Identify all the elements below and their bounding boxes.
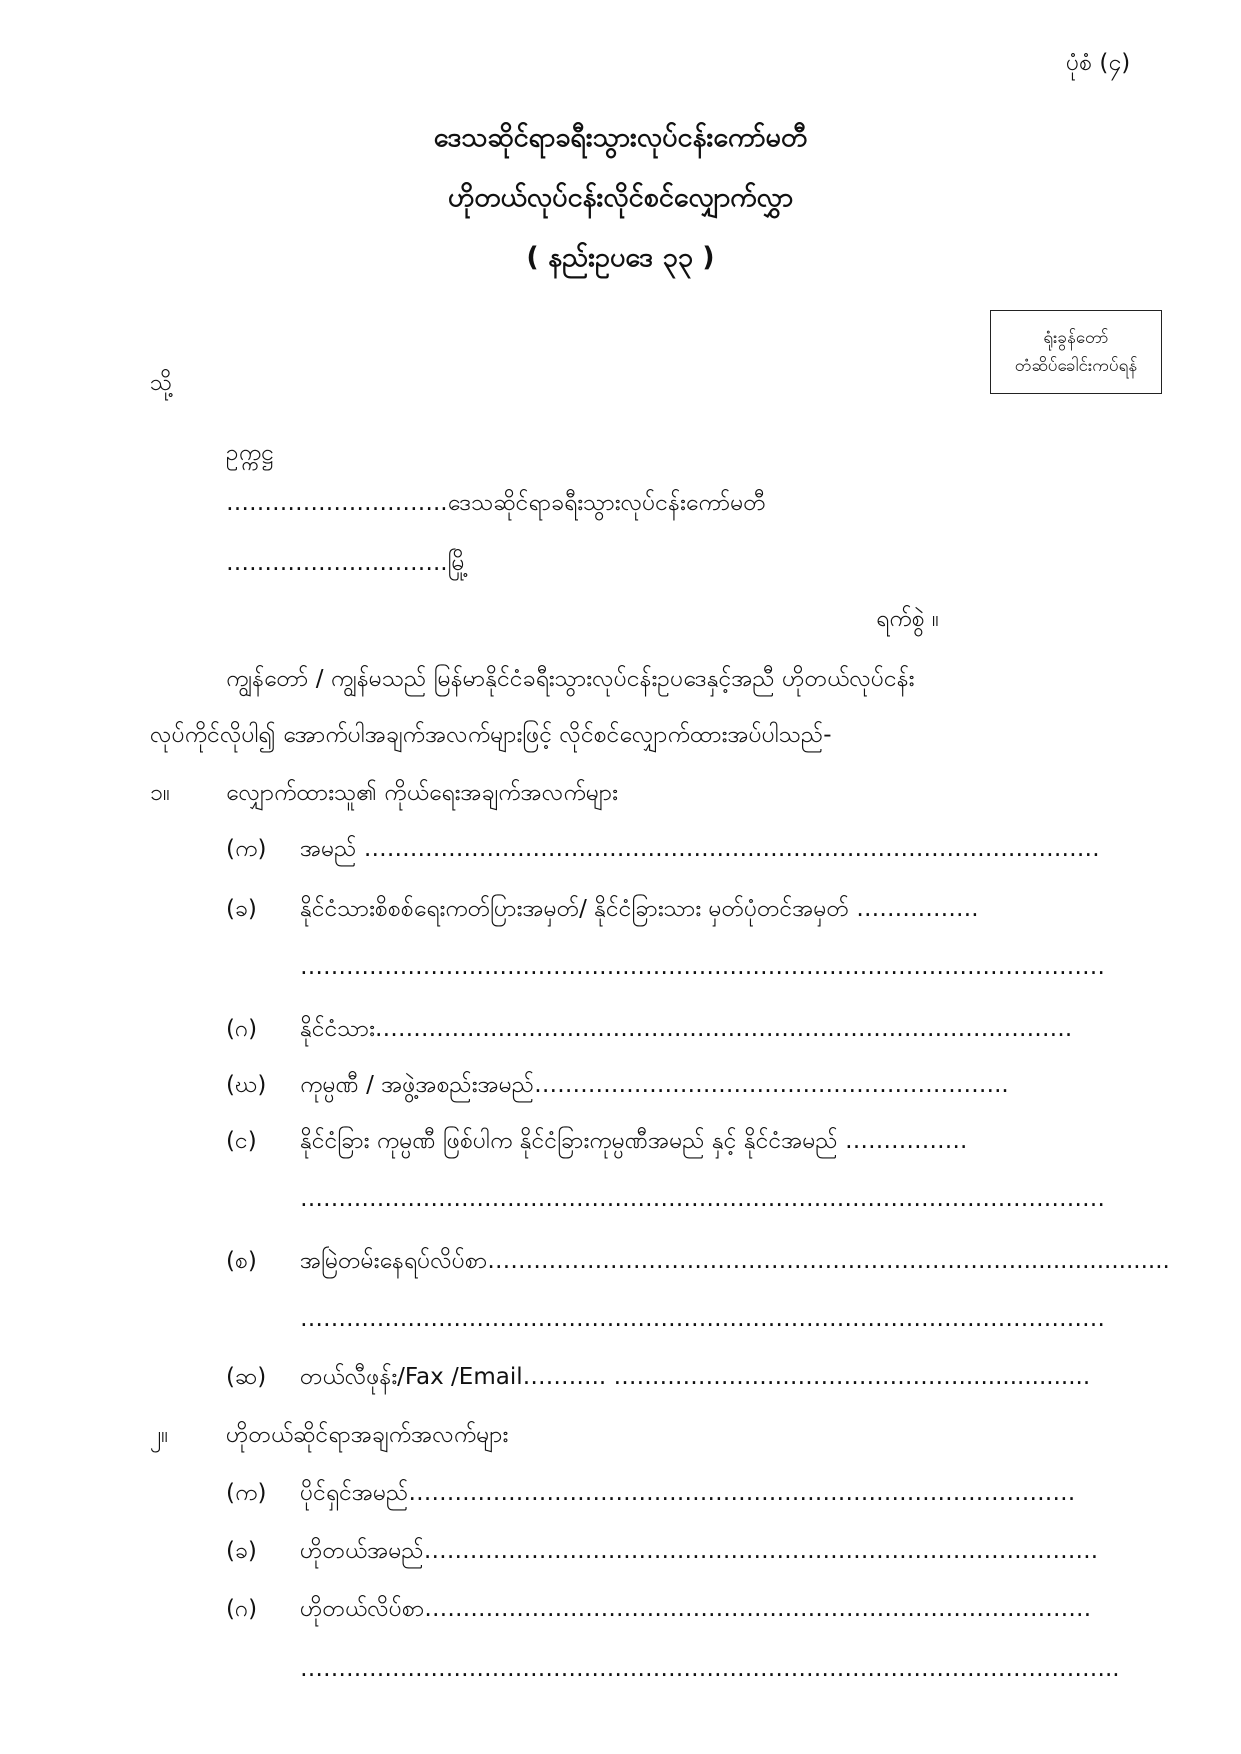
stamp-box	[990, 310, 1162, 394]
item-text: ဟိုတယ်အမည်…………………………………………………………………………….	[300, 1538, 1099, 1564]
item-label: (က)	[226, 836, 267, 862]
addressee-city: ………………………..မြို့	[226, 550, 469, 576]
item-label: (င)	[226, 1128, 257, 1154]
list-item	[0, 1070, 1241, 1110]
item-text: အမြဲတမ်းနေရပ်လိပ်စာ…………………………………………………………….....................	[300, 1248, 1170, 1274]
item-text: ပိုင်ရှင်အမည်……………………………………………………………………………	[300, 1480, 1076, 1506]
list-item	[0, 1362, 1241, 1402]
list-item	[0, 954, 1241, 994]
item-text: ကုမ္ပဏီ / အဖွဲ့အစည်းအမည်……………………………………………………..	[300, 1072, 1009, 1098]
item-label: (ခ)	[226, 1538, 257, 1564]
item-text: နိုင်ငံခြား ကုမ္ပဏီ ဖြစ်ပါက နိုင်ငံခြားကုမ္ပဏီအမည် နှင့် နိုင်ငံအမည် …………….	[300, 1128, 968, 1154]
item-text: တယ်လီဖုန်း/Fax /Email……….. ………………………………………..................	[300, 1364, 1091, 1390]
list-item	[0, 1126, 1241, 1166]
item-text: ……………………………………………………………………………………………..	[300, 1656, 1120, 1682]
title-application: ဟိုတယ်လုပ်ငန်းလိုင်စင်လျှောက်လွှာ	[447, 182, 794, 213]
date-line: ရက်စွဲ ။	[876, 606, 939, 632]
item-text: ……………………………………………………………………………………………	[300, 1306, 1105, 1332]
list-item	[0, 1478, 1241, 1518]
item-text: နိုင်ငံသား……………………………………………………………………………….	[300, 1016, 1073, 1042]
list-item	[0, 894, 1241, 934]
stamp-box-line2: တံဆိပ်ခေါင်းကပ်ရန်	[1014, 356, 1138, 376]
section-2-number: ၂။	[150, 1422, 169, 1448]
item-label: (ဃ)	[226, 1072, 267, 1098]
list-item	[0, 1246, 1241, 1286]
intro-line-2: လုပ်ကိုင်လိုပါ၍ အောက်ပါအချက်အလက်များဖြင့် လိုင်စင်လျှောက်ထားအပ်ပါသည်-	[150, 722, 832, 748]
stamp-box-line1: ရုံးခွန်တော်	[1043, 328, 1109, 348]
addressee-chair: ဥက္ကဋ္ဌ	[226, 440, 274, 466]
item-label: (ခ)	[226, 896, 257, 922]
section-1-title: လျှောက်ထားသူ၏ ကိုယ်ရေးအချက်အလက်များ	[226, 780, 618, 806]
intro-line-1: ကျွန်တော် / ကျွန်မသည် မြန်မာနိုင်ငံခရီးသွားလုပ်ငန်းဥပဒေနှင့်အညီ ဟိုတယ်လုပ်ငန်း	[226, 666, 915, 692]
list-item	[0, 1656, 1241, 1696]
list-item	[0, 1186, 1241, 1226]
list-item	[0, 1306, 1241, 1346]
section-2-title: ဟိုတယ်ဆိုင်ရာအချက်အလက်များ	[226, 1422, 509, 1448]
title-rule: ( နည်းဥပဒေ ၃၃ )	[526, 242, 715, 273]
list-item	[0, 1014, 1241, 1054]
list-item	[0, 1594, 1241, 1634]
item-label: (ဆ)	[226, 1364, 267, 1390]
item-text: ……………………………………………………………………………………………	[300, 1186, 1105, 1212]
item-text: အမည် ……………………………………………………………………………………	[300, 836, 1100, 862]
item-label: (ဂ)	[226, 1016, 258, 1042]
item-label: (က)	[226, 1480, 267, 1506]
item-label: (စ)	[226, 1248, 257, 1274]
addressee-committee: ………………………..ဒေသဆိုင်ရာခရီးသွားလုပ်ငန်းကော်မတီ	[226, 490, 766, 516]
title-committee: ဒေသဆိုင်ရာခရီးသွားလုပ်ငန်းကော်မတီ	[433, 122, 808, 153]
form-number: ပုံစံ (၄)	[1066, 50, 1131, 76]
addressee-to: သို့	[150, 370, 173, 396]
list-item	[0, 834, 1241, 874]
item-label: (ဂ)	[226, 1596, 258, 1622]
item-text: ဟိုတယ်လိပ်စာ……………………………………………………………………………	[300, 1596, 1092, 1622]
section-1-number: ၁။	[150, 780, 170, 806]
item-text: နိုင်ငံသားစိစစ်ရေးကတ်ပြားအမှတ်/ နိုင်ငံခြားသား မှတ်ပုံတင်အမှတ် …………….	[300, 896, 979, 922]
list-item	[0, 1536, 1241, 1576]
item-text: ……………………………………………………………………………………………	[300, 954, 1105, 980]
